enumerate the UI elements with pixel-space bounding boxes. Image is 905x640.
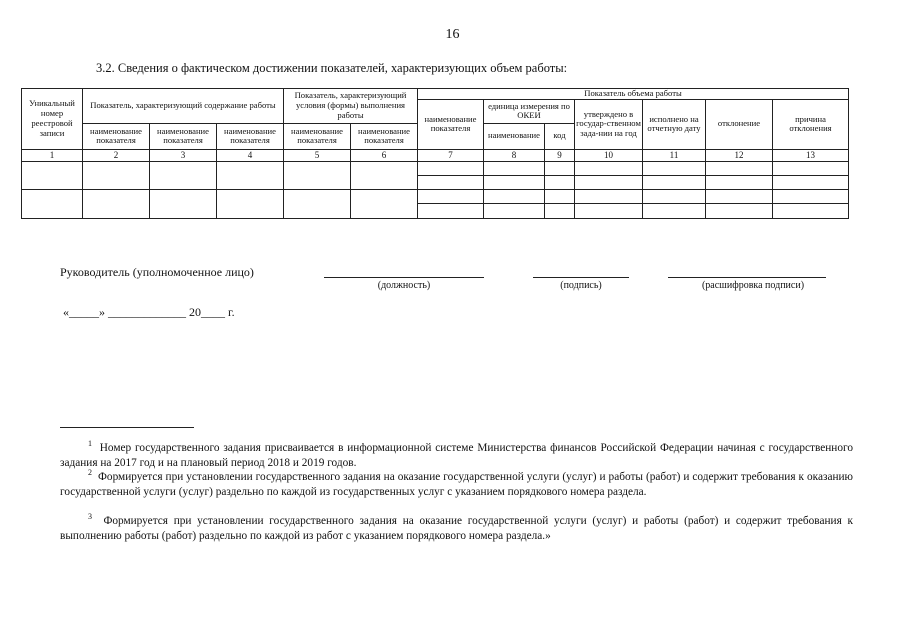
achievement-table (21, 88, 849, 219)
header-deviation: отклонение (706, 99, 773, 149)
header-conditions-indicator: Показатель, характеризующий условия (формы) выполнения работы (284, 89, 418, 124)
header-approved: утверждено в государ-ственном зада-нии на год (575, 99, 643, 149)
column-number: 7 (418, 149, 484, 161)
header-content-indicator: Показатель, характеризующий содержание работы (83, 89, 284, 124)
signature-line (533, 277, 629, 278)
column-number: 9 (545, 149, 575, 161)
position-caption: (должность) (377, 280, 431, 291)
column-number: 4 (217, 149, 284, 161)
subheader-code: код (545, 123, 575, 149)
header-volume-indicator: Показатель объема работы (418, 89, 849, 100)
signature-label: Руководитель (уполномоченное лицо) (60, 265, 254, 279)
column-number: 12 (706, 149, 773, 161)
position-line (324, 277, 484, 278)
column-number: 1 (22, 149, 83, 161)
footnote-number: 3 (88, 512, 92, 522)
column-number: 11 (643, 149, 706, 161)
header-unique-number: Уникальный номер реестровой записи (22, 89, 83, 150)
footnote-2 (60, 470, 853, 499)
header-deviation-reason: причина отклонения (773, 99, 849, 149)
subheader-name: наименование показателя (83, 123, 150, 149)
subheader-name: наименование показателя (351, 123, 418, 149)
footnote-number: 1 (88, 439, 92, 449)
column-number: 6 (351, 149, 418, 161)
column-number: 2 (83, 149, 150, 161)
decode-line (668, 277, 826, 278)
column-number: 3 (150, 149, 217, 161)
header-indicator-name: наименование показателя (418, 99, 484, 149)
table-row (22, 189, 849, 203)
column-number: 13 (773, 149, 849, 161)
footnote-3 (60, 514, 853, 543)
section-title: 3.2. Сведения о фактическом достижении показателей, характеризующих объем работы: (96, 61, 568, 75)
footnote-separator (60, 427, 194, 428)
column-number: 8 (484, 149, 545, 161)
signature-caption: (подпись) (560, 280, 602, 291)
footnote-number: 2 (88, 468, 92, 478)
page-number: 16 (445, 27, 460, 42)
footnote-text: Формируется при установлении государственного задания на оказание государственной услуги (услуг) и работы (работ) и содержит требования к выполнению работы (работ) раздельно по каждой из работ с указанием порядкового номера раздела.» (60, 515, 853, 542)
table-row (22, 161, 849, 175)
subheader-name: наименование показателя (217, 123, 284, 149)
header-executed: исполнено на отчетную дату (643, 99, 706, 149)
subheader-name: наименование показателя (150, 123, 217, 149)
column-number: 5 (284, 149, 351, 161)
header-unit-okei: единица измерения по ОКЕИ (484, 99, 575, 123)
date-line: «_____» _____________ 20____ г. (63, 305, 235, 319)
footnote-text: Формируется при установлении государственного задания на оказание государственной услуги (услуг) и работы (работ) и содержит требования к оказанию государственной услуги (услуг) раздельно по каждой из государственных услуг с указанием порядкового номера раздела. (60, 471, 853, 498)
decode-caption: (расшифровка подписи) (701, 280, 805, 291)
subheader-unit-name: наименование (484, 123, 545, 149)
footnote-1 (60, 441, 853, 470)
subheader-name: наименование показателя (284, 123, 351, 149)
column-number: 10 (575, 149, 643, 161)
footnote-text: Номер государственного задания присваивается в информационной системе Министерства финансов Российской Федерации начиная с государственного задания на 2017 год и на плановый период 2018 и 2019 годов. (60, 442, 853, 469)
